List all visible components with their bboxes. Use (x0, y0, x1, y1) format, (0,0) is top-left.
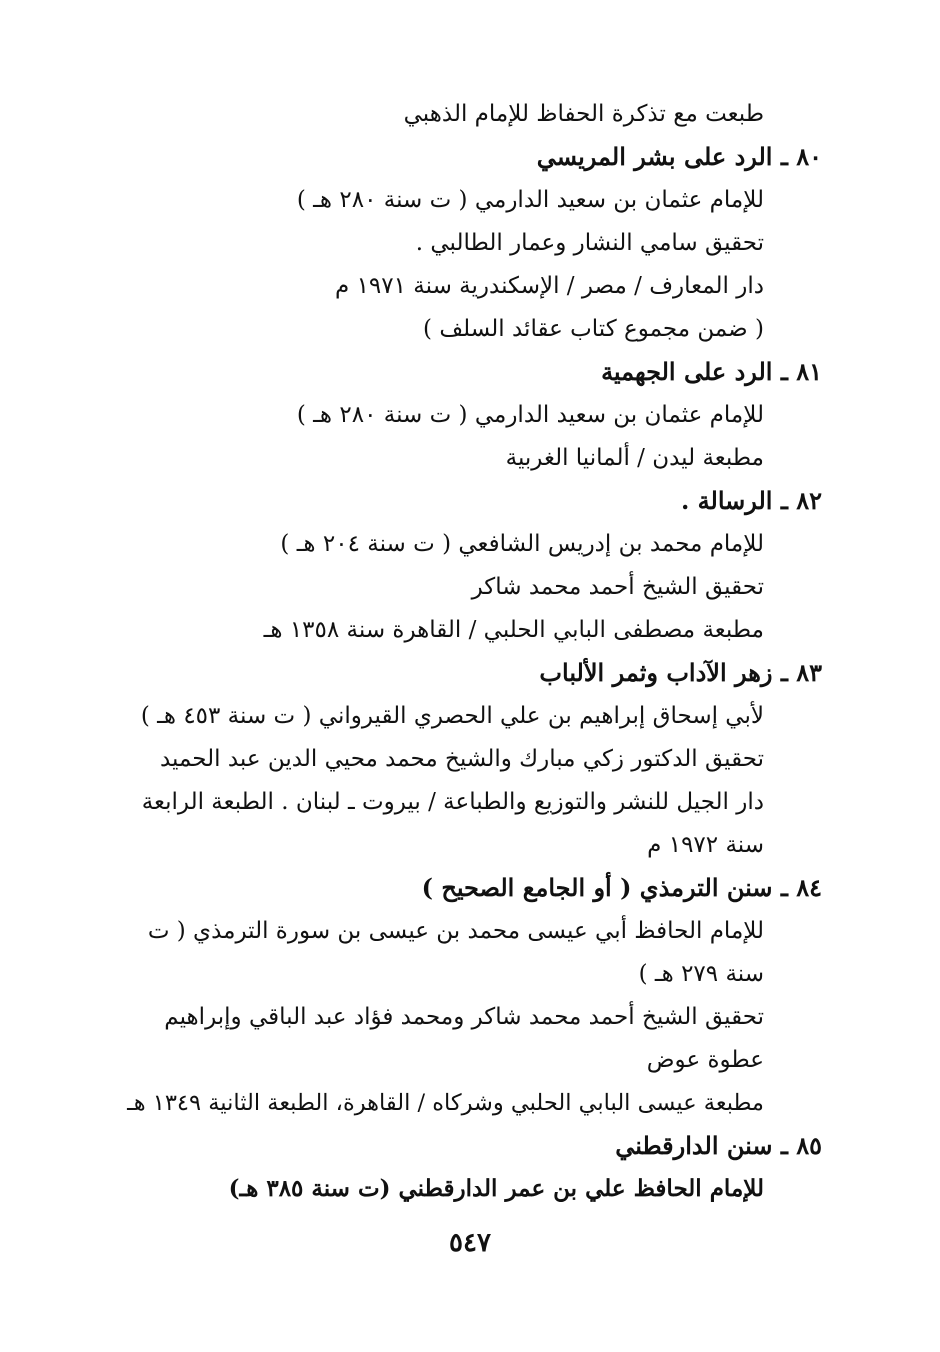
continuation-note: طبعت مع تذكرة الحفاظ للإمام الذهبي (403, 101, 764, 127)
entry-83-publisher: دار الجيل للنشر والتوزيع والطباعة / بيروت ـ لبنان . الطبعة الرابعة (141, 789, 764, 815)
entry-81-author: للإمام عثمان بن سعيد الدارمي ( ت سنة ٢٨٠ هـ ) (296, 402, 764, 428)
entry-82-author: للإمام محمد بن إدريس الشافعي ( ت سنة ٢٠٤ هـ ) (280, 531, 764, 557)
entry-85-author: للإمام الحافظ علي بن عمر الدارقطني (ت سنة ٣٨٥ هـ) (228, 1175, 764, 1202)
entry-84-author: للإمام الحافظ أبي عيسى محمد بن عيسى بن سورة الترمذي ( ت (147, 918, 764, 944)
entry-title-82: ٨٢ ـ الرسالة . (680, 486, 822, 515)
entry-83-editor: تحقيق الدكتور زكي مبارك والشيخ محمد محيي الدين عبد الحميد (159, 746, 764, 772)
entry-84-author-cont: سنة ٢٧٩ هـ ) (638, 961, 764, 987)
entry-80-publisher: دار المعارف / مصر / الإسكندرية سنة ١٩٧١ م (335, 273, 764, 299)
entry-84-publisher: مطبعة عيسى البابي الحلبي وشركاه / القاهرة، الطبعة الثانية ١٣٤٩ هـ (127, 1090, 764, 1116)
entry-80-editor: تحقيق سامي النشار وعمار الطالبي . (415, 230, 764, 256)
entry-81-publisher: مطبعة ليدن / ألمانيا الغربية (505, 445, 764, 471)
entry-title-83: ٨٣ ـ زهر الآداب وثمر الألباب (539, 658, 822, 687)
entry-80-note: ( ضمن مجموع كتاب عقائد السلف ) (423, 316, 764, 342)
page-number: ٥٤٧ (449, 1228, 491, 1258)
entry-83-year: سنة ١٩٧٢ م (647, 832, 764, 858)
entry-84-editor-cont: عطوة عوض (646, 1047, 764, 1073)
entry-84-editor: تحقيق الشيخ أحمد محمد شاكر ومحمد فؤاد عبد الباقي وإبراهيم (164, 1004, 764, 1030)
entry-title-84: ٨٤ ـ سنن الترمذي ( أو الجامع الصحيح ) (421, 873, 822, 902)
entry-80-author: للإمام عثمان بن سعيد الدارمي ( ت سنة ٢٨٠ هـ ) (296, 187, 764, 213)
entry-title-80: ٨٠ ـ الرد على بشر المريسي (536, 142, 822, 171)
entry-title-85: ٨٥ ـ سنن الدارقطني (615, 1131, 822, 1160)
entry-82-editor: تحقيق الشيخ أحمد محمد شاكر (471, 574, 764, 600)
entry-82-publisher: مطبعة مصطفى البابي الحلبي / القاهرة سنة ١٣٥٨ هـ (263, 617, 764, 643)
entry-title-81: ٨١ ـ الرد على الجهمية (601, 357, 822, 386)
entry-83-author: لأبي إسحاق إبراهيم بن علي الحصري القيرواني ( ت سنة ٤٥٣ هـ ) (140, 703, 764, 729)
